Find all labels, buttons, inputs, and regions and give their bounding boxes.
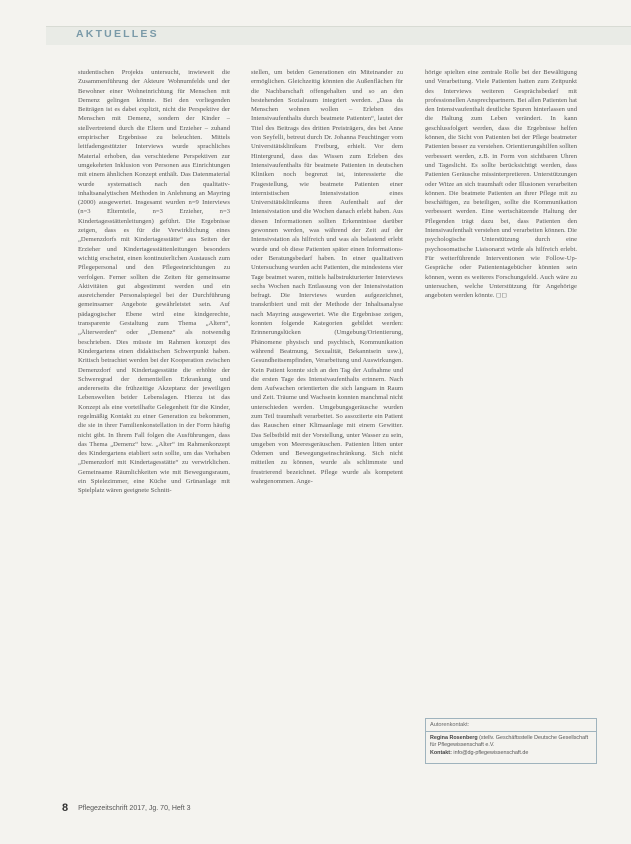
contact-email: info@dg-pflegewissenschaft.de	[453, 749, 529, 756]
column-3-text: hörige spielten eine zentrale Rolle bei der Bewältigung und Verarbeitung. Viele Patienten hatten zum Zeitpunkt des Interviews weiteren Gesprächsbedarf mit professionellen Ansprechpartnern. Bei allen Patienten hat den Intensivaufenthalt deutliche Spuren hinterlassen und die Haltung zum Leben verändert. In kann geschlussfolgert werden, dass die Ergebnisse helfen können, die Sicht von Patienten bei der Pflege beatmeter Patienten besser zu verstehen. Orientierungshilfen sollten verbessert werden, z.B. in Form von sichtbaren Uhren und Tageslicht. Es sollte berücksichtigt werden, dass Patienten Geräusche missinterpretieren. Unterstützungen oder Witze an sich traumhaft oder Illusionen verarbeiten können. Die beatmete Patienten an ihrer Pflege mit zu beschäftigen, zu beteiligen, sollte die Kommunikation verbessert werden. Eine wertschätzende Haltung der Pflegenden trägt dazu bei, dass Patienten den Intensivaufenthalt verstehen und verarbeiten können. Die psychologische Unterstützung durch eine psychosomatische Liaisonarzt würde als hilfreich erlebt. Für weiterführende Interventionen wie Follow-Up-Gespräche oder Patiententagebücher könnten sein können, wenn es weiteres Forschungsfeld. Auch wäre zu untersuchen, welche Unterstützung für Angehörige angeboten werden könnte. ◻◻	[425, 69, 577, 300]
author-affiliation: (stellv. Geschäftsstelle Deutsche Gesellschaft für Pflegewissenschaft e.V.	[430, 735, 589, 749]
column-1-text: studentischen Projekts untersucht, inwieweit die Zusammenführung der Akteure Wohnumfelds und der Bewohner einer Wohneinrichtung für Menschen mit Demenz gelingen könnte. Bei den vorliegenden Beiträgen ist es dabei explizit, nicht die Perspektive der Menschen mit Demenz, sondern der Kinder – stellvertretend durch die Eltern und Erzieher – zuhand empirischer Ergebnisse zu beleuchten. Mittels leitfadengestützter Interviews wurde sprachliches Material erhoben, das verschiedene Perspektiven zur umgekehrten Inklusion von Personen aus Einrichtungen mit einem ähnlichen Konzept enthält. Das Datenmaterial wurde systematisch nach den qualitativ-inhaltsanalytischen Methoden in Anlehnung an Mayring (2000) ausgewertet. Insgesamt wurden n=9 Interviews (n=3 Elternteile, n=3 Erzieher, n=3 Kindertagesstättenleitungen) geführt. Die Ergebnisse zeigen, dass es für die Verwirklichung eines „Demenzdorfs mit Kindertagesstätte“ aus Seiten der Erzieher und Kindertagesstättenleitungen besonders wichtig erscheint, einen kontinuierlichen Austausch zum Pflegepersonal und den Pflegeeinrichtungen zu verfolgen. Ferner sollten die Zeiten für gemeinsame Aktivitäten gut abgestimmt werden und ein ausreichender Personalspiegel bei der Durchführung gemeinsamer Angebote gewährleistet sein. Auf pädagogischer Ebene wird eine kindgerechte, transparente Gestaltung zum Thema „Altern“, „Älterwerden“ oder „Demenz“ als notwendig beschrieben. Dies müsste im Rahmen konzept des Kindergartens einen didaktischen Schwerpunkt haben. Kritisch betrachtet werden bei der Kooperation zwischen Demenzdorf und Kindertagesstätte die erhöhte der Schweregrad der dementiellen Erkrankung und andererseits die frühzeitige Akzeptanz der jeweiligen Lebenswelten beider Lebenslagen. Hierzu ist das Konzept als eine vorteilhafte Gelegenheit für die Kinder, regelmäßig Kontakt zu einer Generation zu bekommen, die sie in ihrer Familienkonstellation in der Form häufig nicht gibt. In Ihrem Fall folgen die Ausführungen, dass das Thema „Demenz“ bzw. „Alter“ im Rahmenkonzept des Kindergartens etabliert sein sollte, um das Vorhaben „Demenzdorf mit Kindertagesstätte“ zu verwirklichen. Gemeinsame Räumlichkeiten wie mit Bewegungsraum, ein Spielezimmer, eine Küche und Grünanlage mit Spielplatz wären geeignete Schnitt-	[78, 69, 230, 495]
author-contact-heading: Autorenkontakt:	[426, 719, 596, 732]
text-column-2	[251, 68, 403, 818]
author-name: Regina Rosenberg	[430, 735, 478, 741]
page-footer	[62, 802, 191, 814]
text-column-3	[425, 68, 577, 452]
page-number: 8	[62, 802, 69, 814]
contact-label: Kontakt:	[430, 749, 452, 756]
text-column-1	[78, 68, 230, 812]
author-contact-box	[425, 718, 597, 764]
author-contact-body	[426, 732, 596, 760]
journal-citation: Pflegezeitschrift 2017, Jg. 70, Heft 3	[78, 805, 191, 812]
column-2-text: stellen, um beiden Generationen ein Miteinander zu ermöglichen. Gleichzeitig könnten die Außenflächen für die Nachbarschaft offengehalten und so an den bestehenden Sozialraum integriert werden. „Dass da Menschen wohnen wollen – Erleben des Intensivaufenthalts durch beatmete Patienten“, lautet der Titel des Beitrags des dritten Preisträgers, des bei Anne von Seyfelli, betreut durch Dr. Johanna Feuchtinger vom Universitätsklinikum Freiburg, erhielt. Vor dem Hintergrund, dass das Wissen zum Erleben des Intensivaufenthalts für beatmete Patienten in deutschen Kliniken noch begrenzt ist, interessierte die Fragestellung, wie beatmete Patienten einer internistischen Intensivstation eines Universitätsklinikums ihren Aufenthalt auf der Intensivstation und die Wochen danach erlebt haben. Aus diesen Informationen sollten Erkenntnisse darüber gewonnen werden, was während der Zeit auf der Intensivstation als hilfreich und was als belastend erlebt wurde und ob diese Patienten später einen Informations- oder Beratungsbedarf haben. In einer qualitativen Untersuchung wurden acht Patienten, die mindestens vier Tage beatmet waren, mittels halbstrukturierter Interviews sechs Wochen nach Entlassung von der Intensivstation befragt. Die Interviews wurden aufgezeichnet, transkribiert und mit der Methode der Inhaltsanalyse nach Mayring ausgewertet. Wie die Ergebnisse zeigen, konnten folgende Kategorien gebildet werden: Erinnerungslücken (Umgebung/Orientierung, Phänomene physisch und psychisch, Kommunikation während Beatmung, Sexualität, Bekanntsein usw.), Gesundheitsempfinden, Verarbeitung und Auswirkungen. Kein Patient konnte sich an den Tag der Aufnahme und die ersten Tage des Intensivaufenthalts erinnern. Nach dem Aufwachen orientierten die sich langsam in Raum und Zeit. Träume und Wachsein konnten manchmal nicht unterschieden werden. Umgebungsgeräusche wurden zum Teil traumhaft verarbeitet. So assoziierte ein Patient das Rauschen einer Klimaanlage mit einem Gewitter. Das Selbstbild mit der Vorstellung, unter Wasser zu sein, umgeben von Meeresgeräuschen. Patienten litten unter Ödemen und Bewegungseinschränkung. Sich nicht mitteilen zu können, wurde als schlimmste und frustrierend bezeichnet. Pflege wurde als kompetent wahrgenommen. Ange-	[251, 69, 403, 486]
section-label: AKTUELLES	[76, 28, 159, 40]
